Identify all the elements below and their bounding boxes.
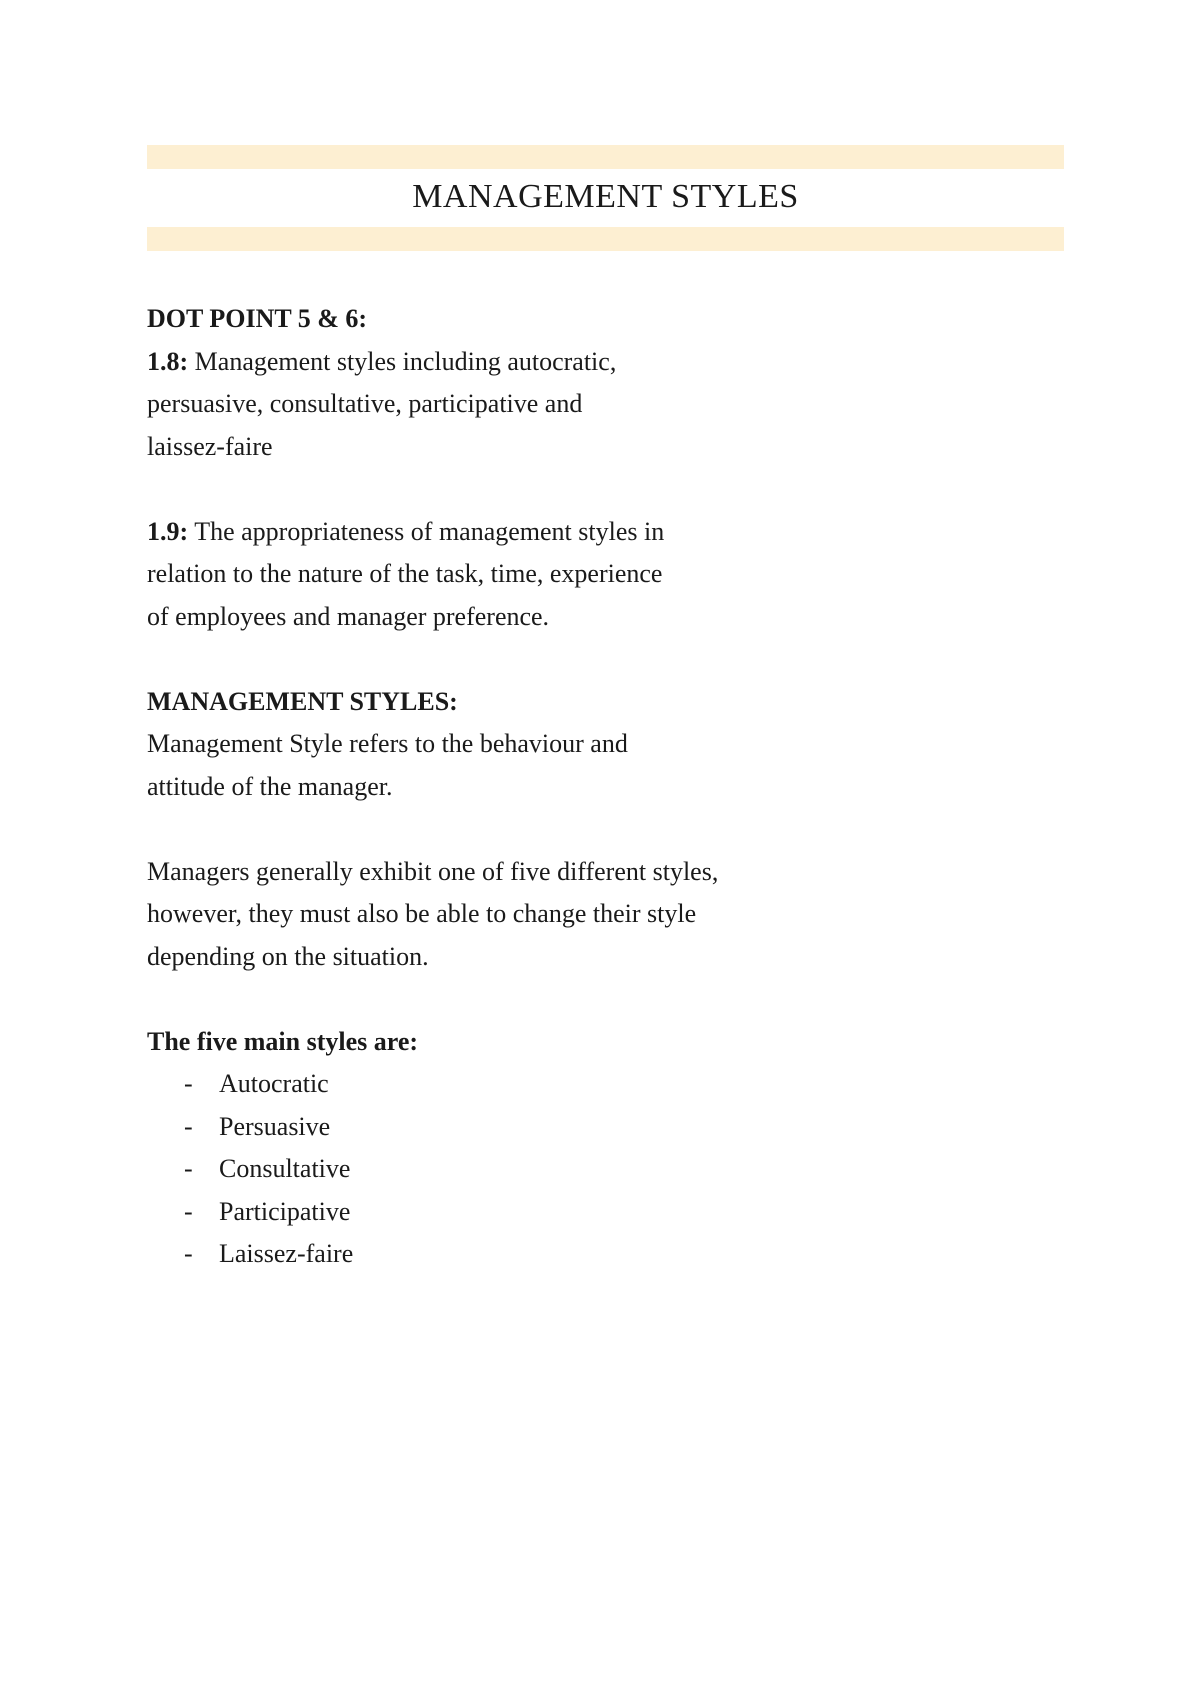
paragraph-line2: however, they must also be able to change their style xyxy=(147,899,697,928)
definition-line1: Management Style refers to the behaviour and xyxy=(147,729,628,758)
page-title: MANAGEMENT STYLES xyxy=(412,178,799,215)
list-item: - Participative xyxy=(184,1196,351,1226)
dot-point-heading: DOT POINT 5 & 6: xyxy=(147,304,368,333)
item-1-9-line3: of employees and manager preference. xyxy=(147,601,550,631)
title-band-bottom xyxy=(147,227,1064,251)
list-item: - Consultative xyxy=(184,1154,351,1183)
item-1-8: 1.8: Management styles including autocratic, xyxy=(147,346,617,376)
paragraph-line3: depending on the situation. xyxy=(147,941,429,971)
five-styles-heading: The five main styles are: xyxy=(147,1026,419,1056)
title-band-top xyxy=(147,145,1064,169)
document-body xyxy=(147,298,767,1276)
item-1-9: 1.9: The appropriateness of management styles in xyxy=(147,516,665,546)
list-item: - Autocratic xyxy=(184,1069,329,1098)
item-1-8-line2: persuasive, consultative, participative and xyxy=(147,389,583,418)
item-1-9-label: 1.9: xyxy=(147,516,189,546)
item-1-8-label: 1.8: xyxy=(147,346,189,376)
item-1-9-line2: relation to the nature of the task, time, experience xyxy=(147,559,663,588)
definition-line2: attitude of the manager. xyxy=(147,771,393,801)
item-1-8-line3: laissez-faire xyxy=(147,431,273,461)
list-item: - Laissez-faire xyxy=(184,1239,354,1268)
styles-list xyxy=(147,1063,767,1276)
list-item: - Persuasive xyxy=(184,1111,331,1141)
management-styles-heading: MANAGEMENT STYLES: xyxy=(147,686,458,716)
paragraph-line1: Managers generally exhibit one of five different styles, xyxy=(147,856,719,886)
